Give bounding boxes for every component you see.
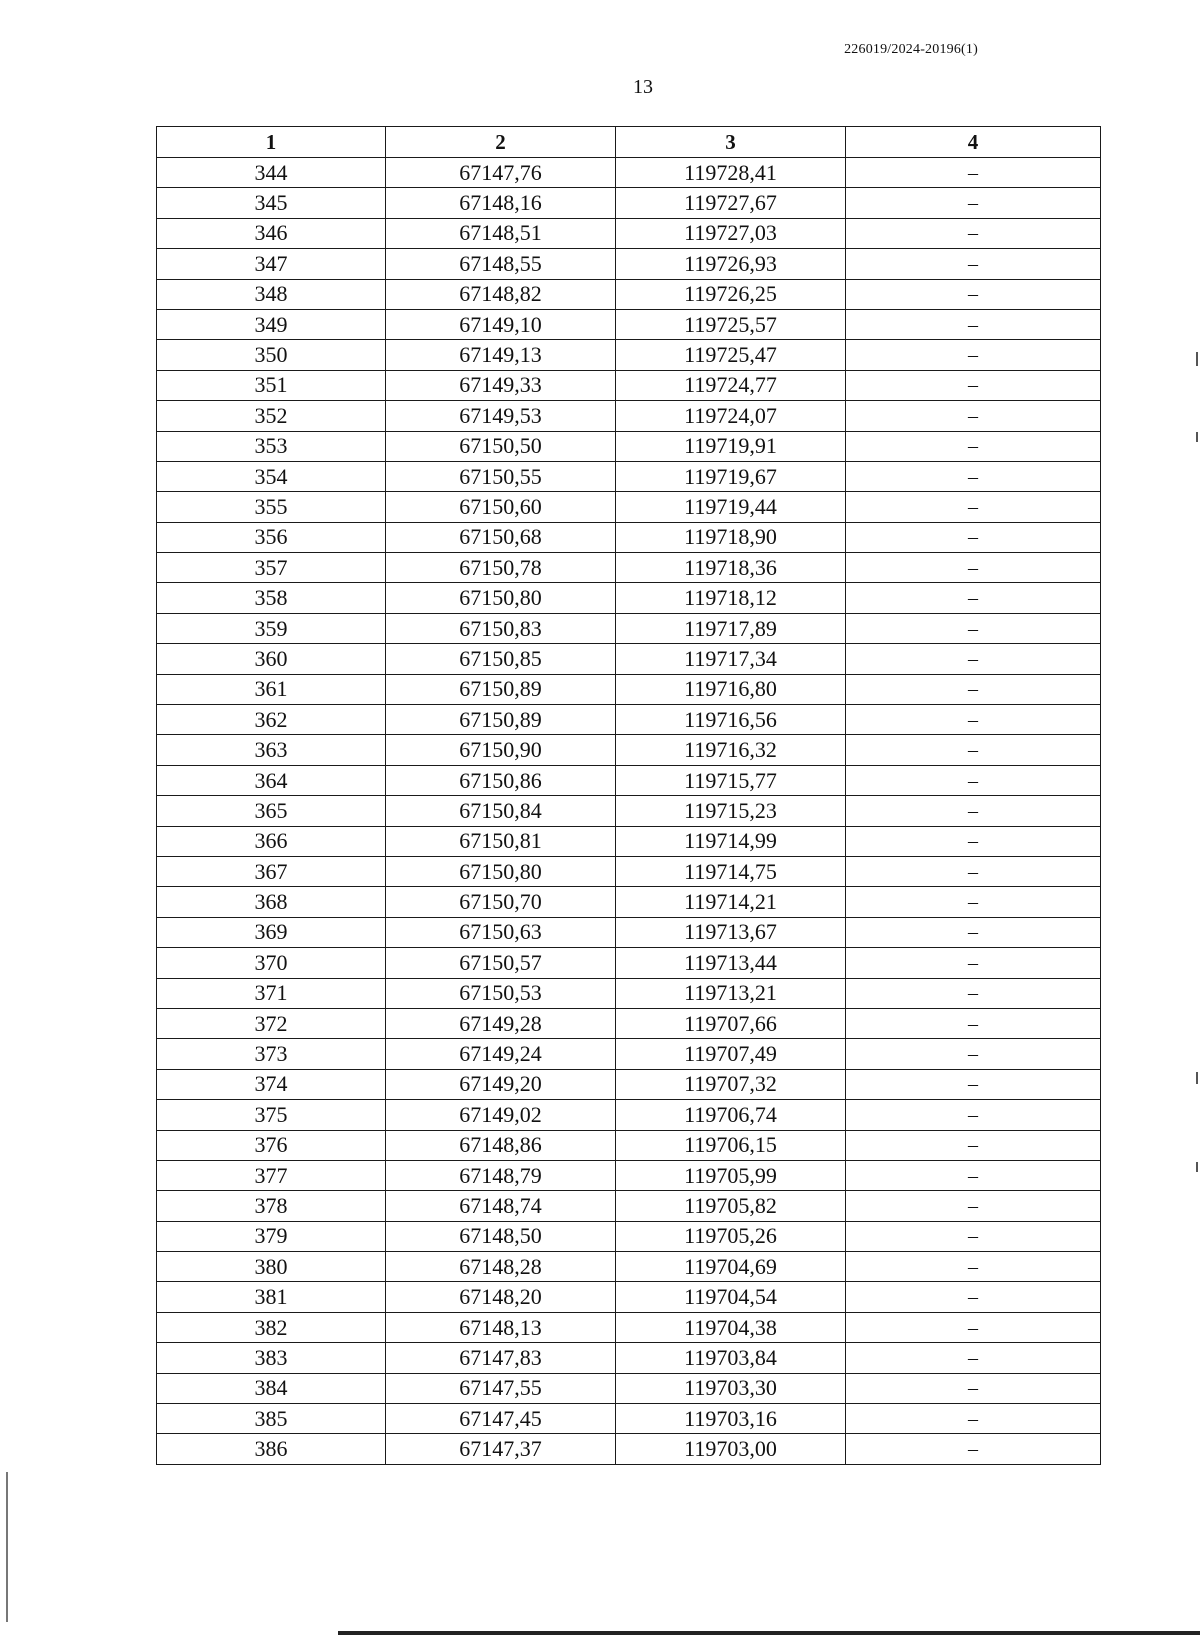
table-row	[157, 1039, 1101, 1069]
x-coordinate-cell: 67149,24	[386, 1039, 616, 1069]
y-coordinate-cell: 119725,57	[616, 309, 846, 339]
y-coordinate-cell: 119719,91	[616, 431, 846, 461]
point-number-cell: 367	[157, 856, 386, 886]
note-cell: –	[846, 583, 1101, 613]
header-cell-3: 3	[616, 127, 846, 158]
point-number-cell: 382	[157, 1312, 386, 1342]
table-row	[157, 1100, 1101, 1130]
x-coordinate-cell: 67149,13	[386, 340, 616, 370]
table-row	[157, 492, 1101, 522]
y-coordinate-cell: 119707,49	[616, 1039, 846, 1069]
x-coordinate-cell: 67149,10	[386, 309, 616, 339]
y-coordinate-cell: 119715,77	[616, 765, 846, 795]
y-coordinate-cell: 119714,75	[616, 856, 846, 886]
point-number-cell: 365	[157, 796, 386, 826]
note-cell: –	[846, 401, 1101, 431]
note-cell: –	[846, 340, 1101, 370]
y-coordinate-cell: 119714,21	[616, 887, 846, 917]
y-coordinate-cell: 119726,93	[616, 249, 846, 279]
note-cell: –	[846, 1282, 1101, 1312]
x-coordinate-cell: 67150,63	[386, 917, 616, 947]
table-row	[157, 309, 1101, 339]
note-cell: –	[846, 917, 1101, 947]
x-coordinate-cell: 67150,89	[386, 705, 616, 735]
note-cell: –	[846, 1373, 1101, 1403]
y-coordinate-cell: 119704,69	[616, 1252, 846, 1282]
note-cell: –	[846, 978, 1101, 1008]
table-body	[157, 158, 1101, 1465]
point-number-cell: 345	[157, 188, 386, 218]
point-number-cell: 386	[157, 1434, 386, 1464]
y-coordinate-cell: 119727,03	[616, 218, 846, 248]
table-row	[157, 1130, 1101, 1160]
point-number-cell: 385	[157, 1404, 386, 1434]
table-row	[157, 1191, 1101, 1221]
note-cell: –	[846, 461, 1101, 491]
note-cell: –	[846, 279, 1101, 309]
x-coordinate-cell: 67148,55	[386, 249, 616, 279]
table-row	[157, 553, 1101, 583]
point-number-cell: 361	[157, 674, 386, 704]
point-number-cell: 383	[157, 1343, 386, 1373]
x-coordinate-cell: 67148,51	[386, 218, 616, 248]
x-coordinate-cell: 67148,13	[386, 1312, 616, 1342]
header-cell-2: 2	[386, 127, 616, 158]
y-coordinate-cell: 119715,23	[616, 796, 846, 826]
y-coordinate-cell: 119706,74	[616, 1100, 846, 1130]
point-number-cell: 360	[157, 644, 386, 674]
point-number-cell: 353	[157, 431, 386, 461]
note-cell: –	[846, 309, 1101, 339]
point-number-cell: 366	[157, 826, 386, 856]
table-row	[157, 1434, 1101, 1464]
table-row	[157, 188, 1101, 218]
scan-artifact-mark	[1196, 1072, 1198, 1084]
y-coordinate-cell: 119705,26	[616, 1221, 846, 1251]
point-number-cell: 376	[157, 1130, 386, 1160]
x-coordinate-cell: 67149,02	[386, 1100, 616, 1130]
point-number-cell: 348	[157, 279, 386, 309]
note-cell: –	[846, 735, 1101, 765]
x-coordinate-cell: 67150,86	[386, 765, 616, 795]
note-cell: –	[846, 674, 1101, 704]
note-cell: –	[846, 218, 1101, 248]
point-number-cell: 350	[157, 340, 386, 370]
x-coordinate-cell: 67150,90	[386, 735, 616, 765]
point-number-cell: 380	[157, 1252, 386, 1282]
point-number-cell: 364	[157, 765, 386, 795]
x-coordinate-cell: 67149,20	[386, 1069, 616, 1099]
x-coordinate-cell: 67148,50	[386, 1221, 616, 1251]
table-row	[157, 1221, 1101, 1251]
point-number-cell: 344	[157, 158, 386, 188]
y-coordinate-cell: 119718,36	[616, 553, 846, 583]
x-coordinate-cell: 67147,76	[386, 158, 616, 188]
x-coordinate-cell: 67150,57	[386, 948, 616, 978]
point-number-cell: 357	[157, 553, 386, 583]
note-cell: –	[846, 1069, 1101, 1099]
x-coordinate-cell: 67150,53	[386, 978, 616, 1008]
y-coordinate-cell: 119707,32	[616, 1069, 846, 1099]
x-coordinate-cell: 67150,83	[386, 613, 616, 643]
table-row	[157, 796, 1101, 826]
note-cell: –	[846, 1343, 1101, 1373]
note-cell: –	[846, 856, 1101, 886]
table-row	[157, 401, 1101, 431]
note-cell: –	[846, 1008, 1101, 1038]
x-coordinate-cell: 67147,37	[386, 1434, 616, 1464]
x-coordinate-cell: 67148,28	[386, 1252, 616, 1282]
scan-artifact-mark	[1196, 1162, 1198, 1172]
table-row	[157, 522, 1101, 552]
table-row	[157, 1404, 1101, 1434]
note-cell: –	[846, 370, 1101, 400]
y-coordinate-cell: 119704,38	[616, 1312, 846, 1342]
y-coordinate-cell: 119703,16	[616, 1404, 846, 1434]
table-row	[157, 1312, 1101, 1342]
note-cell: –	[846, 1160, 1101, 1190]
note-cell: –	[846, 431, 1101, 461]
point-number-cell: 379	[157, 1221, 386, 1251]
note-cell: –	[846, 492, 1101, 522]
table-row	[157, 856, 1101, 886]
y-coordinate-cell: 119728,41	[616, 158, 846, 188]
y-coordinate-cell: 119718,12	[616, 583, 846, 613]
table-row	[157, 370, 1101, 400]
note-cell: –	[846, 1191, 1101, 1221]
header-cell-4: 4	[846, 127, 1101, 158]
note-cell: –	[846, 644, 1101, 674]
note-cell: –	[846, 188, 1101, 218]
y-coordinate-cell: 119713,21	[616, 978, 846, 1008]
x-coordinate-cell: 67150,81	[386, 826, 616, 856]
table-row	[157, 431, 1101, 461]
y-coordinate-cell: 119705,99	[616, 1160, 846, 1190]
y-coordinate-cell: 119704,54	[616, 1282, 846, 1312]
x-coordinate-cell: 67150,84	[386, 796, 616, 826]
y-coordinate-cell: 119724,77	[616, 370, 846, 400]
y-coordinate-cell: 119713,67	[616, 917, 846, 947]
point-number-cell: 368	[157, 887, 386, 917]
x-coordinate-cell: 67147,83	[386, 1343, 616, 1373]
point-number-cell: 347	[157, 249, 386, 279]
note-cell: –	[846, 1312, 1101, 1342]
document-registration-number: 226019/2024-20196(1)	[844, 42, 978, 57]
y-coordinate-cell: 119703,84	[616, 1343, 846, 1373]
x-coordinate-cell: 67148,74	[386, 1191, 616, 1221]
y-coordinate-cell: 119703,30	[616, 1373, 846, 1403]
y-coordinate-cell: 119703,00	[616, 1434, 846, 1464]
note-cell: –	[846, 705, 1101, 735]
point-number-cell: 358	[157, 583, 386, 613]
point-number-cell: 362	[157, 705, 386, 735]
x-coordinate-cell: 67147,55	[386, 1373, 616, 1403]
table-row	[157, 1343, 1101, 1373]
x-coordinate-cell: 67150,80	[386, 856, 616, 886]
point-number-cell: 346	[157, 218, 386, 248]
note-cell: –	[846, 826, 1101, 856]
table-row	[157, 887, 1101, 917]
header-cell-1: 1	[157, 127, 386, 158]
table-row	[157, 613, 1101, 643]
point-number-cell: 370	[157, 948, 386, 978]
point-number-cell: 369	[157, 917, 386, 947]
x-coordinate-cell: 67150,78	[386, 553, 616, 583]
x-coordinate-cell: 67150,80	[386, 583, 616, 613]
note-cell: –	[846, 1130, 1101, 1160]
y-coordinate-cell: 119714,99	[616, 826, 846, 856]
x-coordinate-cell: 67150,55	[386, 461, 616, 491]
x-coordinate-cell: 67147,45	[386, 1404, 616, 1434]
note-cell: –	[846, 249, 1101, 279]
x-coordinate-cell: 67148,16	[386, 188, 616, 218]
page-number: 13	[633, 76, 653, 98]
x-coordinate-cell: 67149,53	[386, 401, 616, 431]
y-coordinate-cell: 119706,15	[616, 1130, 846, 1160]
point-number-cell: 377	[157, 1160, 386, 1190]
x-coordinate-cell: 67150,70	[386, 887, 616, 917]
y-coordinate-cell: 119726,25	[616, 279, 846, 309]
y-coordinate-cell: 119707,66	[616, 1008, 846, 1038]
note-cell: –	[846, 1434, 1101, 1464]
table-row	[157, 644, 1101, 674]
table-row	[157, 948, 1101, 978]
y-coordinate-cell: 119717,89	[616, 613, 846, 643]
x-coordinate-cell: 67149,28	[386, 1008, 616, 1038]
y-coordinate-cell: 119713,44	[616, 948, 846, 978]
point-number-cell: 371	[157, 978, 386, 1008]
note-cell: –	[846, 1221, 1101, 1251]
table-row	[157, 1160, 1101, 1190]
point-number-cell: 374	[157, 1069, 386, 1099]
note-cell: –	[846, 613, 1101, 643]
scan-artifact-mark	[1196, 432, 1198, 442]
point-number-cell: 372	[157, 1008, 386, 1038]
scan-artifact-mark	[6, 1472, 8, 1622]
note-cell: –	[846, 796, 1101, 826]
x-coordinate-cell: 67148,82	[386, 279, 616, 309]
y-coordinate-cell: 119727,67	[616, 188, 846, 218]
note-cell: –	[846, 948, 1101, 978]
table-row	[157, 340, 1101, 370]
note-cell: –	[846, 765, 1101, 795]
x-coordinate-cell: 67148,79	[386, 1160, 616, 1190]
table-row	[157, 917, 1101, 947]
x-coordinate-cell: 67150,50	[386, 431, 616, 461]
y-coordinate-cell: 119724,07	[616, 401, 846, 431]
table-header	[157, 127, 1101, 158]
note-cell: –	[846, 887, 1101, 917]
table-row	[157, 1282, 1101, 1312]
table-row	[157, 461, 1101, 491]
y-coordinate-cell: 119719,67	[616, 461, 846, 491]
x-coordinate-cell: 67150,68	[386, 522, 616, 552]
table-row	[157, 158, 1101, 188]
x-coordinate-cell: 67149,33	[386, 370, 616, 400]
table-row	[157, 705, 1101, 735]
y-coordinate-cell: 119719,44	[616, 492, 846, 522]
note-cell: –	[846, 1404, 1101, 1434]
y-coordinate-cell: 119705,82	[616, 1191, 846, 1221]
x-coordinate-cell: 67148,20	[386, 1282, 616, 1312]
table-row	[157, 1252, 1101, 1282]
y-coordinate-cell: 119717,34	[616, 644, 846, 674]
x-coordinate-cell: 67148,86	[386, 1130, 616, 1160]
point-number-cell: 352	[157, 401, 386, 431]
table-row	[157, 674, 1101, 704]
table-row	[157, 583, 1101, 613]
table-row	[157, 1373, 1101, 1403]
scan-artifact-mark	[1196, 352, 1198, 366]
y-coordinate-cell: 119725,47	[616, 340, 846, 370]
point-number-cell: 375	[157, 1100, 386, 1130]
y-coordinate-cell: 119718,90	[616, 522, 846, 552]
x-coordinate-cell: 67150,60	[386, 492, 616, 522]
y-coordinate-cell: 119716,56	[616, 705, 846, 735]
scan-bottom-edge	[338, 1631, 1200, 1635]
table-row	[157, 1008, 1101, 1038]
coordinates-table	[156, 126, 1101, 1465]
table-row	[157, 1069, 1101, 1099]
point-number-cell: 363	[157, 735, 386, 765]
y-coordinate-cell: 119716,32	[616, 735, 846, 765]
point-number-cell: 355	[157, 492, 386, 522]
table-row	[157, 826, 1101, 856]
point-number-cell: 378	[157, 1191, 386, 1221]
table-row	[157, 279, 1101, 309]
x-coordinate-cell: 67150,89	[386, 674, 616, 704]
point-number-cell: 351	[157, 370, 386, 400]
note-cell: –	[846, 158, 1101, 188]
point-number-cell: 356	[157, 522, 386, 552]
point-number-cell: 359	[157, 613, 386, 643]
y-coordinate-cell: 119716,80	[616, 674, 846, 704]
point-number-cell: 384	[157, 1373, 386, 1403]
point-number-cell: 373	[157, 1039, 386, 1069]
point-number-cell: 349	[157, 309, 386, 339]
x-coordinate-cell: 67150,85	[386, 644, 616, 674]
note-cell: –	[846, 553, 1101, 583]
header-row	[157, 127, 1101, 158]
note-cell: –	[846, 1039, 1101, 1069]
point-number-cell: 381	[157, 1282, 386, 1312]
note-cell: –	[846, 1252, 1101, 1282]
table-row	[157, 765, 1101, 795]
table-row	[157, 735, 1101, 765]
table-row	[157, 978, 1101, 1008]
note-cell: –	[846, 522, 1101, 552]
table-row	[157, 249, 1101, 279]
table-row	[157, 218, 1101, 248]
point-number-cell: 354	[157, 461, 386, 491]
note-cell: –	[846, 1100, 1101, 1130]
